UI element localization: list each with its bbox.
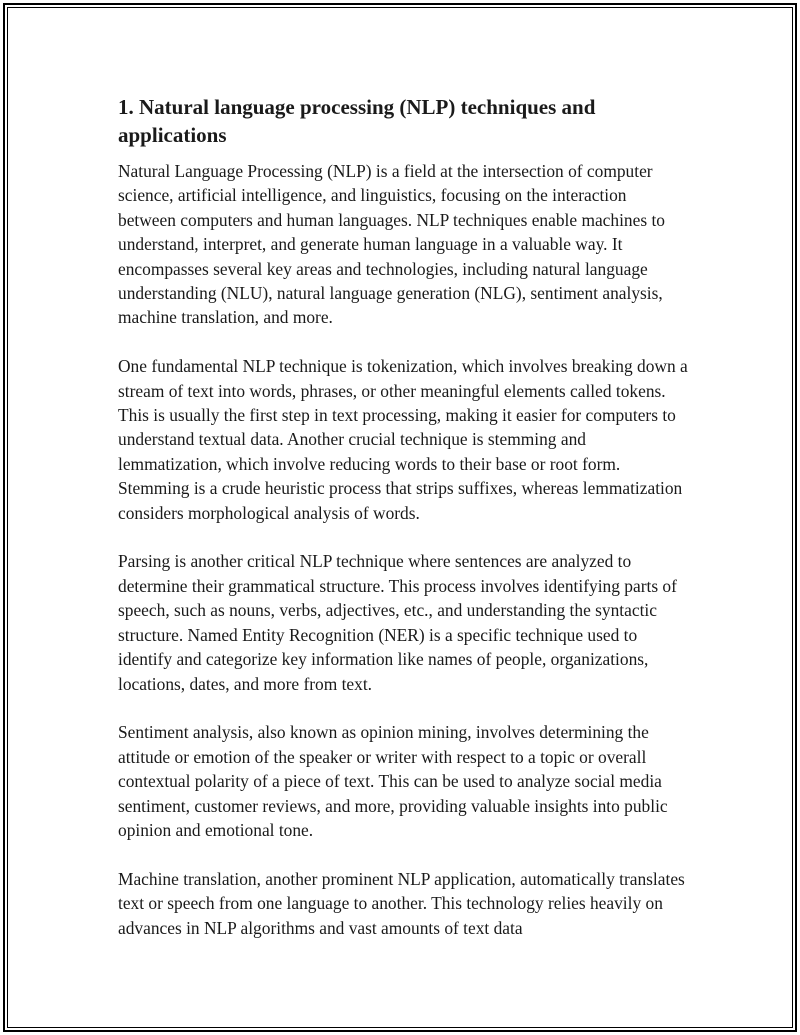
section-heading: 1. Natural language processing (NLP) techniques and applications — [118, 95, 596, 147]
paragraph-tokenization: One fundamental NLP technique is tokenization, which involves breaking down a stream of text into words, phrases, or other meaningful elements called tokens. This is usually the first step in text processing, making it easier for computers to understand textual data. Another crucial technique is stemming and lemmatization, which involve reducing words to their base or root form. Stemming is a crude heuristic process that strips suffixes, whereas lemmatization considers morphological analysis of words. — [118, 356, 688, 523]
paragraph-intro: Natural Language Processing (NLP) is a field at the intersection of computer science, artificial intelligence, and linguistics, focusing on the interaction between computers and human languages. NLP techniques enable machines to understand, interpret, and generate human language in a valuable way. It encompasses several key areas and technologies, including natural language understanding (NLU), natural language generation (NLG), sentiment analysis, machine translation, and more. — [118, 161, 665, 328]
paragraph-parsing: Parsing is another critical NLP technique where sentences are analyzed to determine their grammatical structure. This process involves identifying parts of speech, such as nouns, verbs, adjectives, etc., and understanding the syntactic structure. Named Entity Recognition (NER) is a specific technique used to identify and categorize key information like names of people, organizations, locations, dates, and more from text. — [118, 551, 677, 694]
document-body — [118, 93, 688, 940]
paragraph-translation: Machine translation, another prominent NLP application, automatically translates text or speech from one language to another. This technology relies heavily on advances in NLP algorithms and vast amounts of text data — [118, 868, 685, 938]
paragraph-sentiment: Sentiment analysis, also known as opinion mining, involves determining the attitude or emotion of the speaker or writer with respect to a topic or overall contextual polarity of a piece of text. This can be used to analyze social media sentiment, customer reviews, and more, providing valuable insights into public opinion and emotional tone. — [118, 722, 668, 840]
